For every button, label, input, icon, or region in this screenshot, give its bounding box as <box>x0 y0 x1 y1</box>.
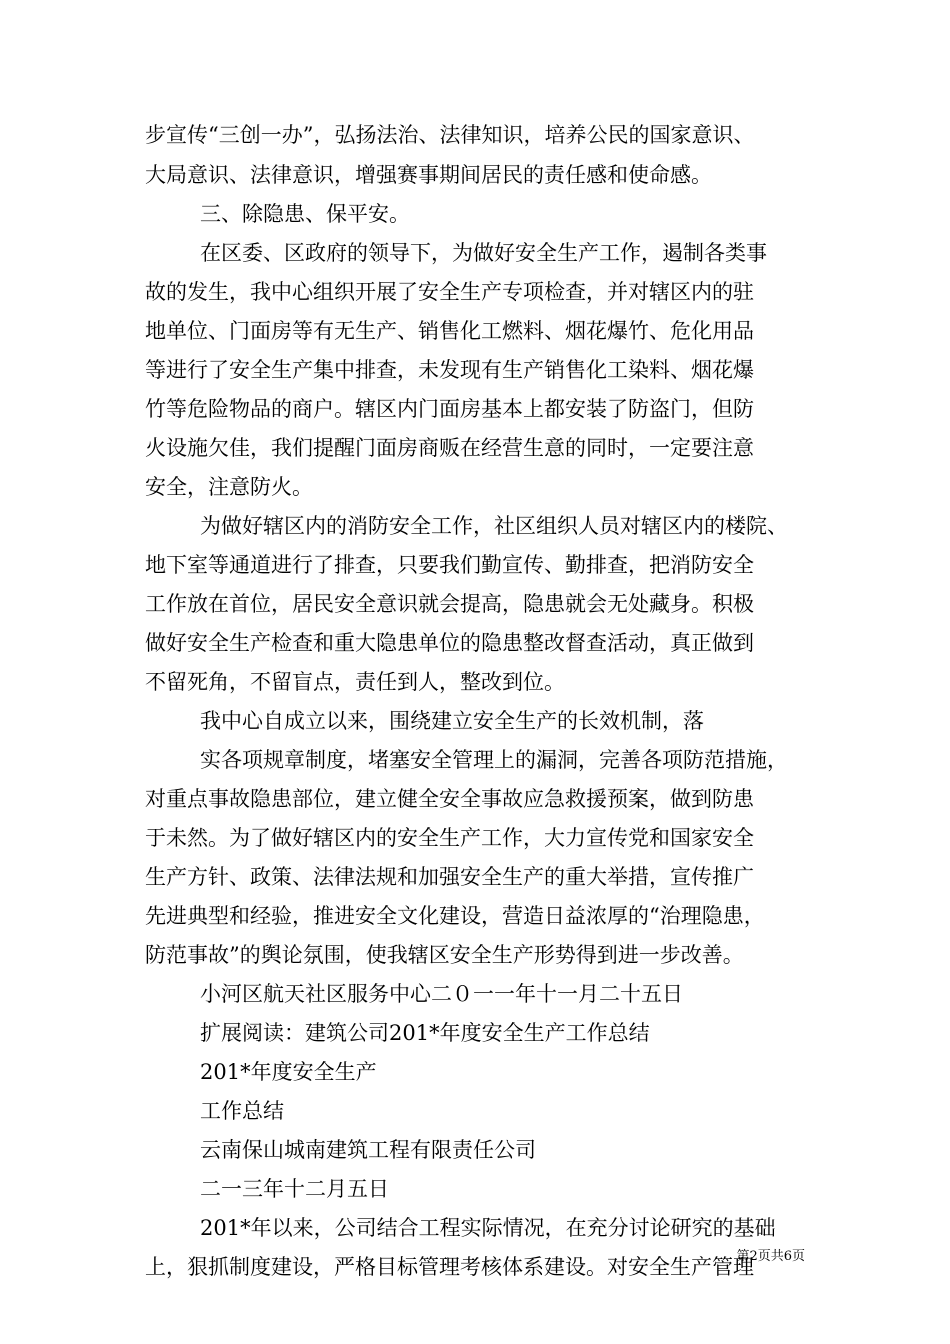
text-line: 故的发生，我中心组织开展了安全生产专项检查，并对辖区内的驻 <box>145 280 754 304</box>
text-line: 地单位、门面房等有无生产、销售化工燃料、烟花爆竹、危化用品 <box>145 319 754 343</box>
extended-reading-title: 扩展阅读：建筑公司201*年度安全生产工作总结 <box>200 1021 650 1045</box>
report-title: 201*年度安全生产 <box>200 1060 377 1084</box>
section-heading: 三、除隐患、保平安。 <box>200 202 410 226</box>
text-line: 安全，注意防火。 <box>145 475 313 499</box>
text-line: 竹等危险物品的商户。辖区内门面房基本上都安装了防盗门，但防 <box>145 397 754 421</box>
text-line: 火设施欠佳，我们提醒门面房商贩在经营生意的同时，一定要注意 <box>145 436 754 460</box>
text-line: 上，狠抓制度建设，严格目标管理考核体系建设。对安全生产管理 <box>145 1255 754 1279</box>
text-line: 不留死角，不留盲点，责任到人，整改到位。 <box>145 670 565 694</box>
text-line: 在区委、区政府的领导下，为做好安全生产工作，遏制各类事 <box>200 241 767 265</box>
text-line: 工作放在首位，居民安全意识就会提高，隐患就会无处藏身。积极 <box>145 592 754 616</box>
text-line: 步宣传“三创一办”，弘扬法治、法律知识，培养公民的国家意识、 <box>145 123 755 147</box>
signature-line: 小河区航天社区服务中心二０一一年十一月二十五日 <box>200 982 683 1006</box>
text-line: 于未然。为了做好辖区内的安全生产工作，大力宣传党和国家安全 <box>145 826 754 850</box>
text-line: 防范事故”的舆论氛围，使我辖区安全生产形势得到进一步改善。 <box>145 943 744 967</box>
company-name: 云南保山城南建筑工程有限责任公司 <box>200 1138 536 1162</box>
text-line: 大局意识、法律意识，增强赛事期间居民的责任感和使命感。 <box>145 163 712 187</box>
text-line: 先进典型和经验，推进安全文化建设，营造日益浓厚的“治理隐患， <box>145 904 765 928</box>
text-line: 实各项规章制度，堵塞安全管理上的漏洞，完善各项防范措施， <box>200 748 788 772</box>
text-line: 对重点事故隐患部位，建立健全安全事故应急救援预案，做到防患 <box>145 787 754 811</box>
text-line: 为做好辖区内的消防安全工作，社区组织人员对辖区内的楼院、 <box>200 514 788 538</box>
text-line: 生产方针、政策、法律法规和加强安全生产的重大举措，宣传推广 <box>145 865 754 889</box>
text-line: 我中心自成立以来，围绕建立安全生产的长效机制，落 <box>200 709 704 733</box>
text-line: 地下室等通道进行了排查，只要我们勤宣传、勤排查，把消防安全 <box>145 553 754 577</box>
text-line: 等进行了安全生产集中排查，未发现有生产销售化工染料、烟花爆 <box>145 358 754 382</box>
page-number: 第2页共6页 <box>736 1249 805 1264</box>
text-line: 201*年以来，公司结合工程实际情况，在充分讨论研究的基础 <box>200 1216 776 1240</box>
report-date: 二一三年十二月五日 <box>200 1177 389 1201</box>
report-subtitle: 工作总结 <box>200 1099 284 1123</box>
text-line: 做好安全生产检查和重大隐患单位的隐患整改督查活动，真正做到 <box>145 631 754 655</box>
